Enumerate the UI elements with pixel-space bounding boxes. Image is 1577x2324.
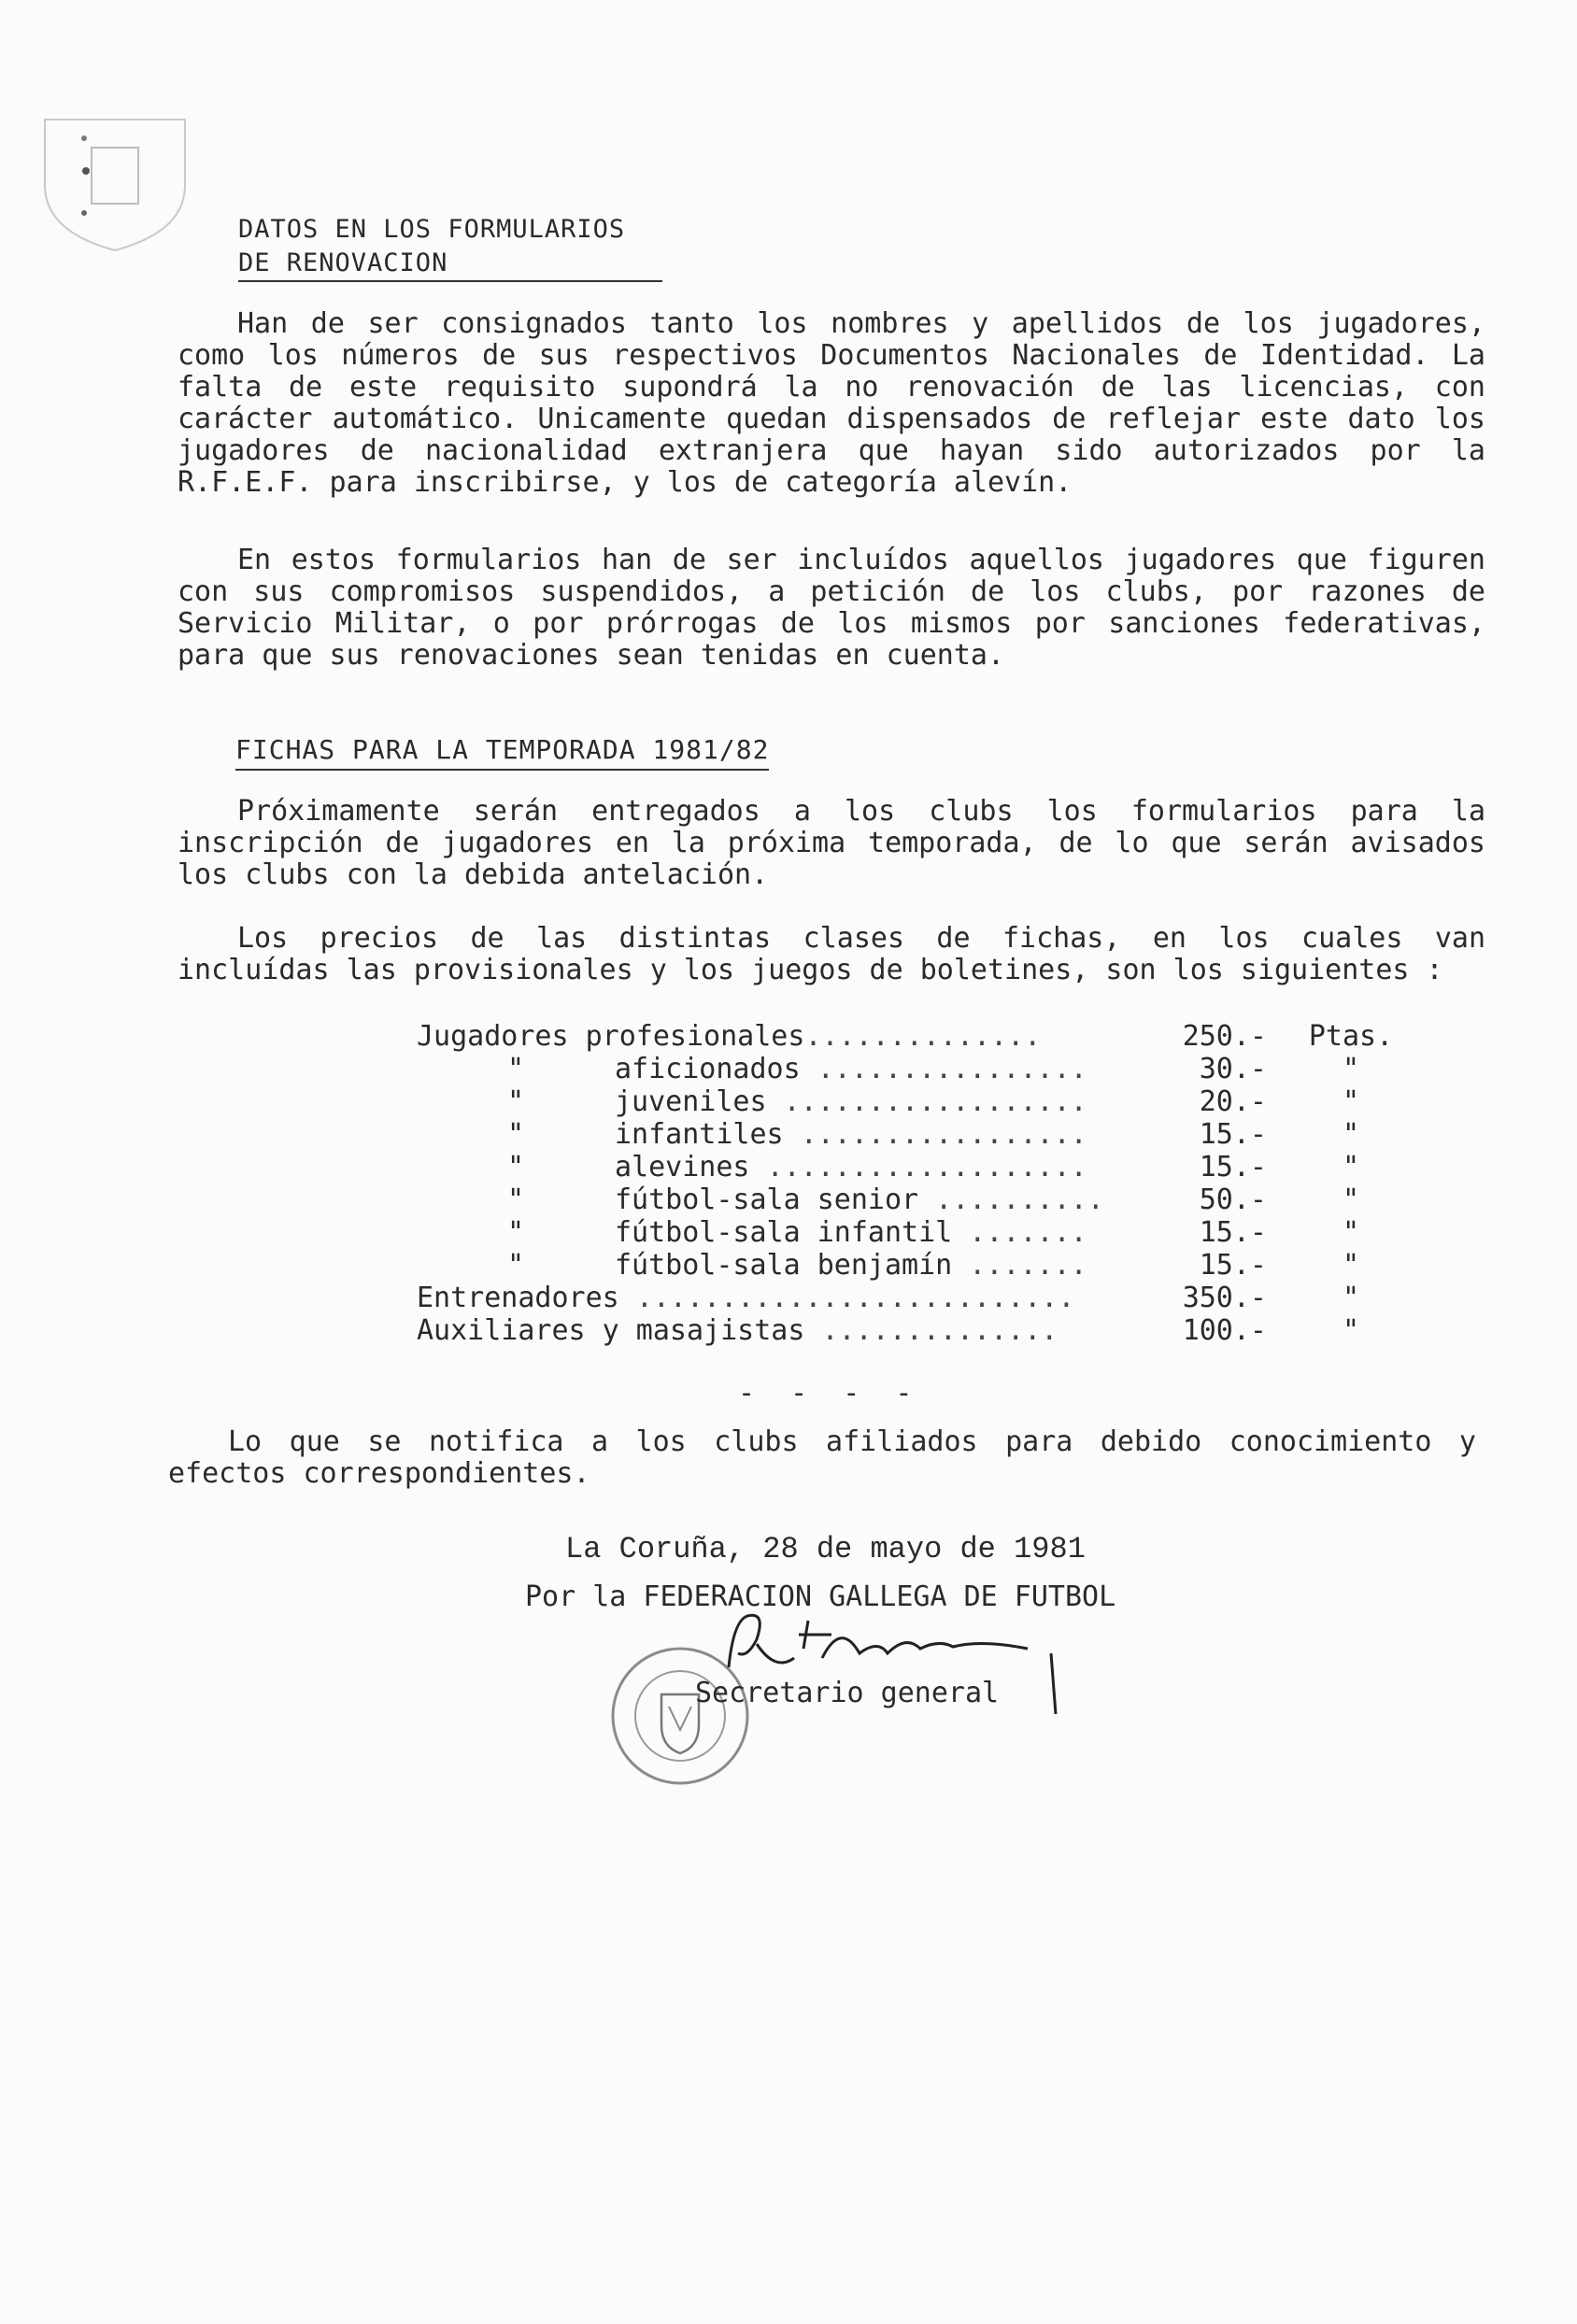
fee-unit: " [1342, 1085, 1360, 1118]
fee-price: 50.- [1199, 1183, 1267, 1216]
section-heading-renovacion [238, 213, 662, 282]
paragraph-renovacion-1: Han de ser consignados tanto los nombres y apellidos de los jugadores, como los números de sus respectivos Documentos Nacionales de Identidad. La falta de este requisito supondrá la no renovación de las licencias, con carácter automático. Unicamente quedan dispensados de reflejar este dato los jugadores de nacionalidad extranjera que hayan sido autorizados por la R.F.E.F. para inscribirse, y los de categoría alevín. [178, 307, 1485, 499]
fee-row: " juveniles .................. 20.- " [417, 1085, 1426, 1118]
fee-unit: " [1342, 1216, 1360, 1249]
fee-price: 15.- [1199, 1118, 1267, 1151]
fee-price: 30.- [1199, 1053, 1267, 1085]
paragraph-renovacion-2: En estos formularios han de ser incluídos aquellos jugadores que figuren con sus compromisos suspendidos, a petición de los clubs, por razones de Servicio Militar, o por prórrogas de los mismos por sanciones federativas, para que sus renovaciones sean tenidas en cuenta. [178, 544, 1485, 672]
fee-price: 15.- [1199, 1216, 1267, 1249]
fee-unit: " [1342, 1314, 1360, 1347]
fee-row: " aficionados ................ 30.- " [417, 1053, 1426, 1085]
fee-unit: " [1342, 1118, 1360, 1151]
fee-row: " infantiles ................. 15.- " [417, 1118, 1426, 1151]
section-heading-fichas: FICHAS PARA LA TEMPORADA 1981/82 [235, 734, 769, 771]
fee-row: Jugadores profesionales.............. 250.- Ptas. [417, 1020, 1426, 1053]
fee-row: " fútbol-sala infantil ....... 15.- " [417, 1216, 1426, 1249]
closing-paragraph: Lo que se notifica a los clubs afiliados para debido conocimiento y efectos correspondientes. [168, 1425, 1476, 1490]
place-and-date: La Coruña, 28 de mayo de 1981 [565, 1532, 1086, 1566]
fee-price: 100.- [1182, 1314, 1267, 1347]
fee-unit: " [1342, 1053, 1360, 1085]
fee-row: " fútbol-sala benjamín ....... 15.- " [417, 1249, 1426, 1282]
heading-line-2: DE RENOVACION [238, 247, 662, 282]
section-separator: - - - - [738, 1377, 922, 1410]
fee-price: 20.- [1199, 1085, 1267, 1118]
heading-line-1: DATOS EN LOS FORMULARIOS [238, 215, 626, 244]
fee-unit: " [1342, 1249, 1360, 1282]
fee-table [417, 1020, 1426, 1347]
fee-row: " fútbol-sala senior .......... 50.- " [417, 1183, 1426, 1216]
paragraph-fichas-1: Próximamente serán entregados a los clubs los formularios para la inscripción de jugadores en la próxima temporada, de lo que serán avisados los clubs con la debida antelación. [178, 795, 1485, 891]
fee-price: 250.- [1182, 1020, 1267, 1053]
fee-price: 350.- [1182, 1282, 1267, 1314]
signatory-role: Secretario general [695, 1677, 1000, 1709]
fee-unit: " [1342, 1183, 1360, 1216]
paragraph-fichas-2: Los precios de las distintas clases de fichas, en los cuales van incluídas las provisionales y los juegos de boletines, son los siguientes : [178, 922, 1485, 986]
federation-crest-watermark [26, 82, 204, 260]
signature-byline: Por la FEDERACION GALLEGA DE FUTBOL [525, 1580, 1116, 1613]
fee-unit: " [1342, 1282, 1360, 1314]
fee-row: " alevines ................... 15.- " [417, 1151, 1426, 1183]
fee-row: Entrenadores .......................... 350.- " [417, 1282, 1426, 1314]
fee-unit: Ptas. [1308, 1020, 1394, 1053]
fee-price: 15.- [1199, 1151, 1267, 1183]
fee-unit: " [1342, 1151, 1360, 1183]
fee-price: 15.- [1199, 1249, 1267, 1282]
fee-row: Auxiliares y masajistas .............. 100.- " [417, 1314, 1426, 1347]
